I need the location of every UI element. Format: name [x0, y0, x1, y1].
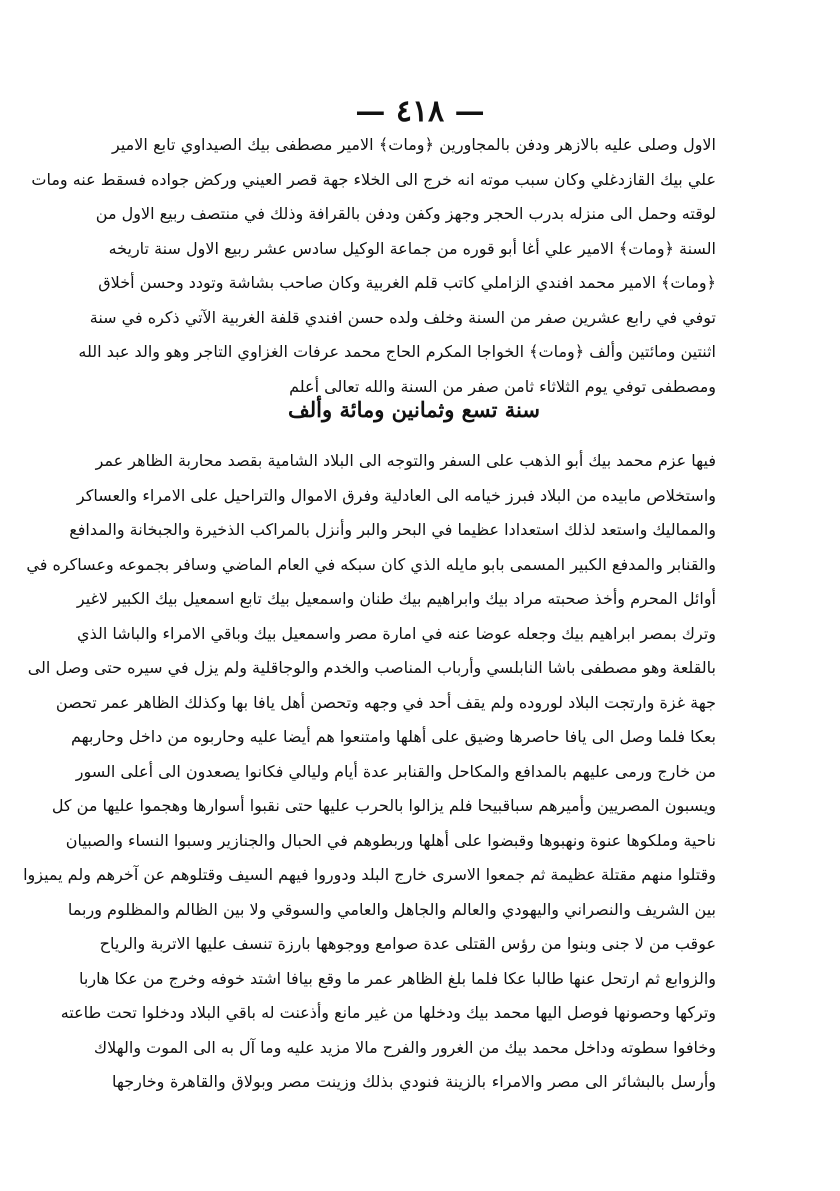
- text-line: الاول وصلى عليه بالازهر ودفن بالمجاورين ﴿ومات﴾ الامير مصطفى بيك الصيداوي تابع الامير: [112, 135, 716, 154]
- text-line: لوقته وحمل الى منزله بدرب الحجر وجهز وكفن ودفن بالقرافة وذلك في منتصف ربيع الاول من: [95, 204, 716, 223]
- text-line: وقتلوا منهم مقتلة عظيمة ثم جمعوا الاسرى خارج البلد ودوروا فيهم السيف وقتلوهم عن آخرهم ولم يميزوا: [23, 865, 716, 884]
- section-heading: سنة تسع وثمانين ومائة وألف: [288, 397, 540, 422]
- text-line: وترك بمصر ابراهيم بيك وجعله عوضا عنه في امارة مصر واسمعيل بيك وباقي الامراء والباشا الذي: [77, 623, 716, 643]
- text-line: جهة غزة وارتجت البلاد لوروده ولم يقف أحد في وجهه وتحصن أهل يافا بها وكذلك الظاهر عمر تحصن: [55, 692, 716, 712]
- page-number: — ٤١٨ —: [355, 94, 485, 129]
- text-block-bottom: [23, 444, 716, 1100]
- text-line: ويسبون المصريين وأميرهم سباقبيحا فلم يزالوا بالحرب عليها حتى نقبوا أسوارها وهجموا عليها من كل: [51, 796, 716, 815]
- text-line: بعكا فلما وصل الى يافا حاصرها وضيق على أهلها وامتنعوا هم أيضا عليه وحاربوه من داخل وحاربهم: [70, 727, 716, 746]
- text-line: ﴿ومات﴾ الامير محمد افندي الزاملي كاتب قلم الغربية وكان صاحب بشاشة وتودد وحسن أخلاق: [98, 273, 716, 292]
- text-line: ناحية وملكوها عنوة ونهبوها وقبضوا على أهلها وربطوهم في الحبال والجنازير وسبوا النساء والصبيان: [65, 830, 716, 850]
- text-line: وخافوا سطوته وداخل محمد بيك من الغرور والفرح مالا مزيد عليه وما آل به الى الموت والهلاك: [93, 1037, 716, 1057]
- text-line: بالقلعة وهو مصطفى باشا النابلسي وأرباب المناصب والخدم والوجاقلية ولم يزل في سيره حتى وصل الى: [27, 658, 716, 677]
- text-block-top: [31, 128, 716, 404]
- text-line: السنة ﴿ومات﴾ الامير علي أغا أبو قوره من جماعة الوكيل سادس عشر ربيع الاول سنة تاريخه: [108, 238, 716, 258]
- text-line: والقنابر والمدفع الكبير المسمى بابو مايله الذي كان سبكه في العام الماضي وسافر بجموعه وعساكره في: [26, 554, 716, 574]
- text-line: والمماليك واستعد لذلك استعدادا عظيما في البحر والبر وأنزل بالمراكب الذخيرة والجبخانة والمدافع: [69, 520, 716, 539]
- text-line: بين الشريف والنصراني واليهودي والعالم والجاهل والعامي والسوقي ولا بين الظالم والمظلوم وربما: [67, 899, 716, 919]
- text-line: ومصطفى توفي يوم الثلاثاء ثامن صفر من السنة والله تعالى أعلم: [289, 376, 716, 396]
- text-line: أوائل المحرم وأخذ صحبته مراد بيك وابراهيم بيك طنان واسمعيل بيك تابع اسمعيل بيك الكبير لاغير: [76, 589, 716, 608]
- text-line: عوقب من لا جنى وبنوا من رؤس القتلى عدة صوامع ووجوهها بارزة تنسف عليها الاتربة والرياح: [99, 934, 716, 953]
- text-line: والزوابع ثم ارتحل عنها طالبا عكا فلما بلغ الظاهر عمر ما وقع بيافا اشتد خوفه وخرج من عكا هاربا: [79, 968, 716, 988]
- text-line: من خارج ورمى عليهم بالمدافع والمكاحل والقنابر عدة أيام وليالي فكانوا يصعدون الى أعلى السور: [75, 761, 716, 781]
- text-line: واستخلاص مابيده من البلاد فبرز خيامه الى العادلية وفرق الاموال والتراحيل على الامراء والعساكر: [76, 485, 716, 505]
- text-line: علي بيك القازدغلي وكان سبب موته انه خرج الى الخلاء جهة قصر العيني وركض جواده فسقط عنه ومات: [31, 169, 716, 189]
- text-line: اثنتين ومائتين وألف ﴿ومات﴾ الخواجا المكرم الحاج محمد عرفات الغزاوي التاجر وهو والد عبد الله: [78, 342, 716, 361]
- text-line: توفي في رابع عشرين صفر من السنة وخلف ولده حسن افندي قلفة الغربية الآتي ذكره في سنة: [89, 307, 716, 327]
- text-line: وتركها وحصونها فوصل اليها محمد بيك ودخلها من غير مانع وأذعنت له باقي البلاد ودخلوا تحت طاعته: [60, 1003, 716, 1022]
- text-line: فيها عزم محمد بيك أبو الذهب على السفر والتوجه الى البلاد الشامية بقصد محاربة الظاهر عمر: [95, 451, 716, 470]
- text-line: وأرسل بالبشائر الى مصر والامراء بالزينة فنودي بذلك وزينت مصر وبولاق والقاهرة وخارجها: [112, 1072, 716, 1091]
